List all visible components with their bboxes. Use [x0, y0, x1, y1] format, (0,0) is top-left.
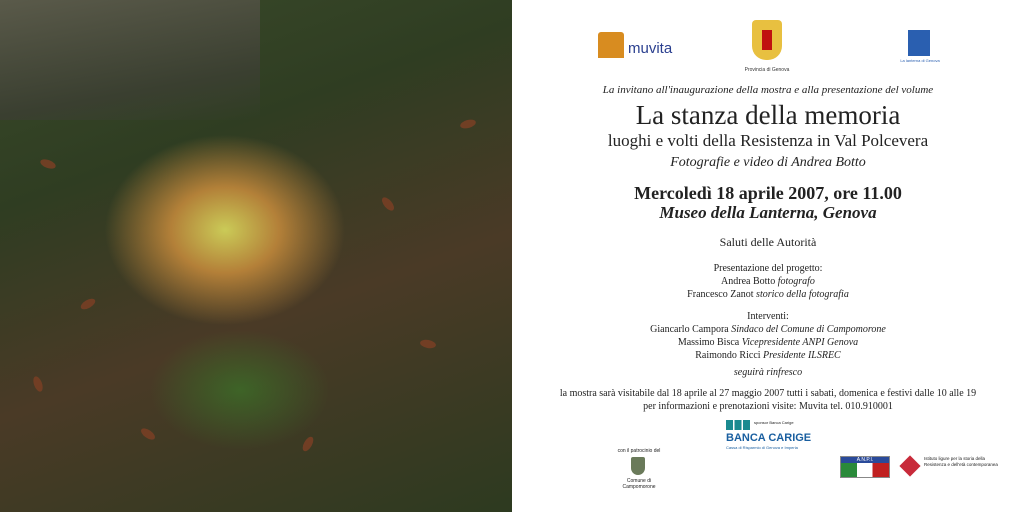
lanterna-icon — [908, 30, 930, 56]
event-subtitle: luoghi e volti della Resistenza in Val Polcevera — [607, 131, 929, 150]
visit-hours: la mostra sarà visitabile dal 18 aprile al 27 maggio 2007 tutti i sabati, domenica e festivi dalle 10 alle 19 — [559, 388, 977, 399]
speaker-line — [512, 275, 1024, 288]
speaker-name: Francesco Zanot — [687, 289, 754, 300]
presentation-heading: Presentazione del progetto: — [713, 263, 823, 274]
crest-icon — [752, 20, 782, 60]
invite-text: La invitano all'inaugurazione della mostra e alla presentazione del volume — [602, 84, 934, 96]
sponsor-sub: Cassa di Risparmio di Genova e Imperia — [726, 445, 798, 450]
speaker-name: Massimo Bisca — [677, 337, 740, 348]
lanterna-logo — [900, 30, 940, 66]
comune-label: Comune di Campomorone — [622, 478, 656, 490]
event-title: La stanza della memoria — [635, 100, 901, 130]
lanterna-label: La lanterna di Genova — [900, 58, 940, 63]
invitation-panel — [512, 0, 1024, 512]
speaker-name: Giancarlo Campora — [650, 324, 729, 335]
event-venue: Museo della Lanterna, Genova — [659, 203, 877, 222]
leaf — [79, 297, 97, 312]
interventions-heading: Interventi: — [747, 311, 789, 322]
refreshment-note: seguirà rinfresco — [733, 367, 803, 378]
leaf — [419, 339, 436, 350]
leaf — [459, 118, 477, 130]
speaker-name: Raimondo Ricci — [695, 350, 761, 361]
speaker-role: Sindaco del Comune di Campomorone — [731, 324, 886, 335]
leaf — [139, 426, 157, 442]
patronage — [612, 448, 666, 490]
provincia-logo — [734, 20, 800, 78]
leaf — [301, 435, 316, 453]
muvita-logo-text: muvita — [628, 40, 673, 57]
speaker-name: Andrea Botto — [721, 276, 776, 287]
provincia-label: Provincia di Genova — [744, 67, 790, 73]
greetings: Saluti delle Autorità — [719, 235, 817, 249]
ilsrec-logo — [900, 456, 1000, 482]
ilsrec-label: Istituto ligure per la storia della Resistenza e dell'età contemporanea — [924, 456, 998, 467]
anpi-logo — [840, 456, 890, 478]
carige-icon — [726, 420, 750, 430]
sponsor-logo — [726, 418, 816, 450]
comune-shield-icon — [631, 457, 645, 475]
muvita-logo — [598, 30, 673, 62]
anpi-label: A.N.P.I. — [841, 457, 889, 463]
speaker-line — [512, 336, 1024, 349]
leaf — [380, 195, 396, 212]
visit-contact: per informazioni e prenotazioni visite: Muvita tel. 010.910001 — [643, 401, 893, 412]
leaf — [32, 375, 45, 393]
event-date: Mercoledì 18 aprile 2007, ore 11.00 — [634, 183, 902, 203]
patron-label: con il patrocinio del — [617, 448, 661, 454]
photos-credit: Fotografie e video di Andrea Botto — [670, 155, 866, 170]
stone-wall — [0, 0, 260, 120]
speaker-line — [512, 349, 1024, 362]
speaker-role: storico della fotografia — [756, 289, 849, 300]
speaker-role: Presidente ILSREC — [763, 350, 841, 361]
sponsor-name: BANCA CARIGE — [726, 432, 812, 444]
muvita-icon — [598, 32, 624, 58]
ilsrec-icon — [899, 455, 920, 476]
leaf — [39, 158, 57, 171]
speaker-line — [512, 323, 1024, 336]
speaker-line — [512, 288, 1024, 301]
sponsor-label: sponsor Banca Carige — [754, 420, 794, 425]
speaker-role: Vicepresidente ANPI Genova — [741, 337, 859, 348]
speaker-role: fotografo — [777, 276, 815, 287]
